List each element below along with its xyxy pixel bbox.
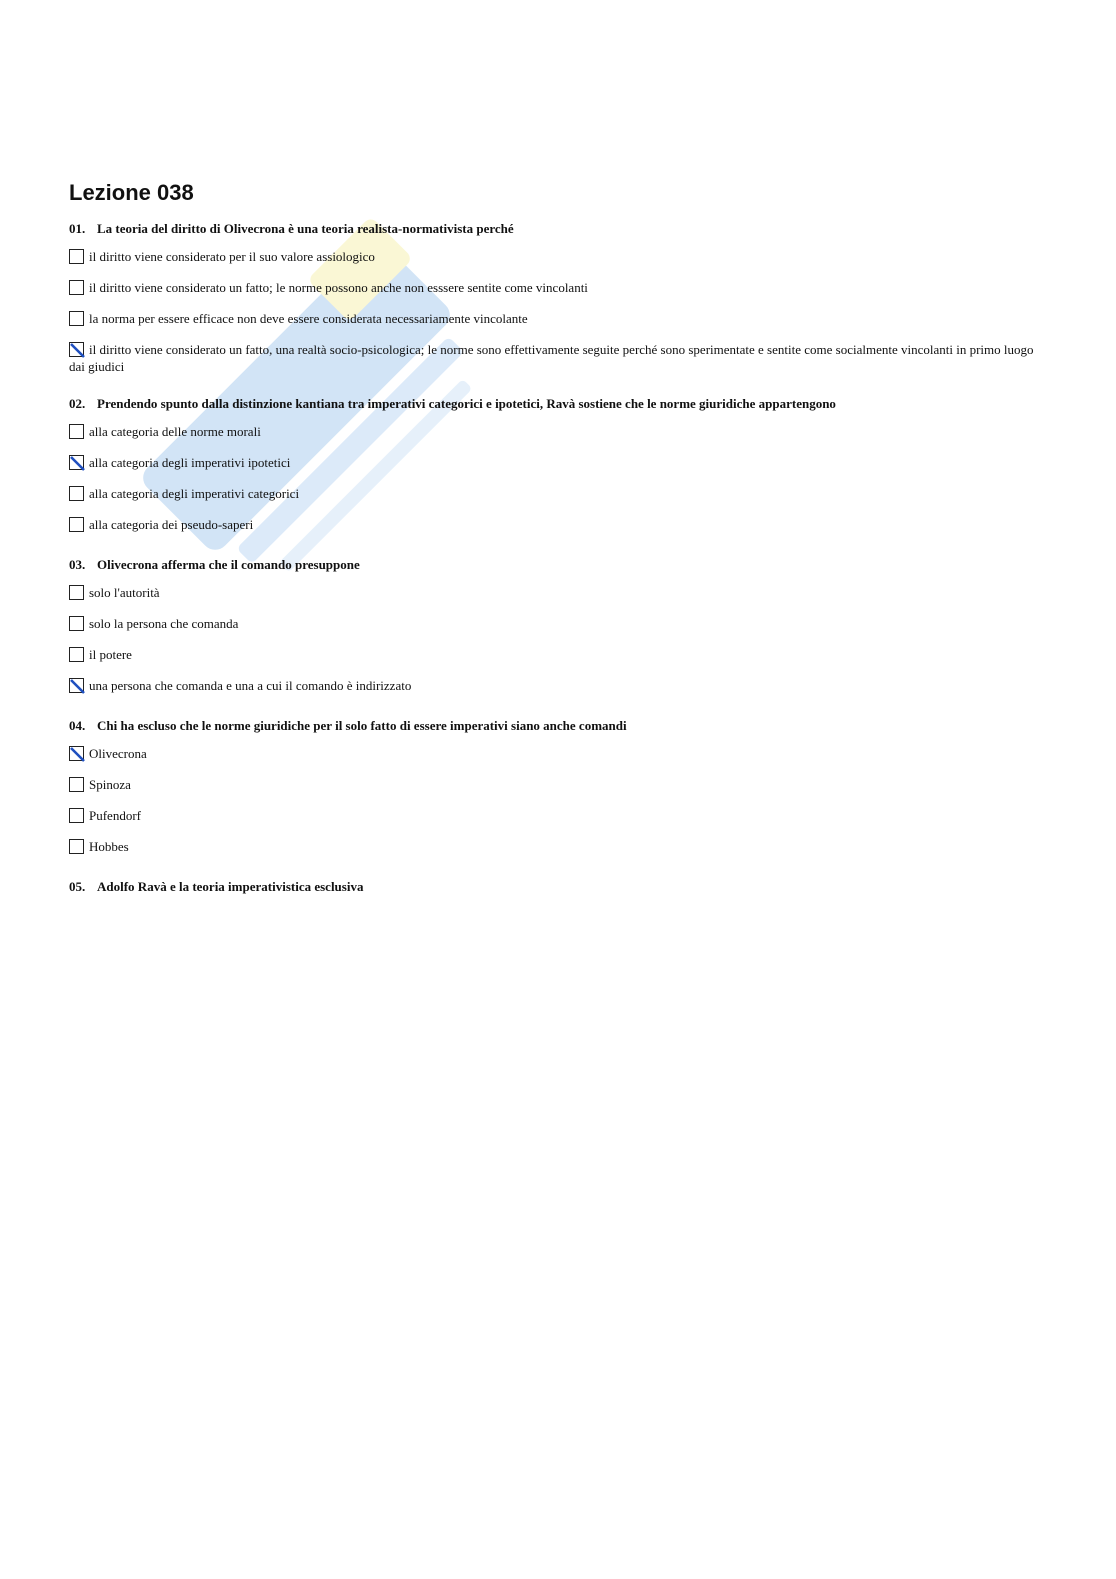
answer-text: Olivecrona <box>89 746 147 761</box>
answer-text: il potere <box>89 647 132 662</box>
answer-option <box>69 423 1049 443</box>
answer-option <box>69 807 1049 827</box>
answer-option <box>69 677 1049 697</box>
checkbox[interactable] <box>69 249 84 264</box>
question-number: 01. <box>69 221 86 236</box>
question-number: 02. <box>69 396 86 411</box>
check-mark-icon <box>69 678 86 695</box>
question-text: Adolfo Ravà e la teoria imperativistica esclusiva <box>97 879 364 894</box>
checkbox[interactable] <box>69 616 84 631</box>
answer-option <box>69 615 1049 635</box>
answer-option <box>69 310 1049 330</box>
answer-text: Hobbes <box>89 839 129 854</box>
checkbox[interactable] <box>69 777 84 792</box>
answer-text: la norma per essere efficace non deve essere considerata necessariamente vincolante <box>89 311 528 326</box>
answer-text: Spinoza <box>89 777 131 792</box>
check-mark-icon <box>69 342 86 359</box>
answer-option <box>69 838 1049 858</box>
answer-option <box>69 279 1049 299</box>
question-text: Olivecrona afferma che il comando presuppone <box>97 557 360 572</box>
answer-option <box>69 341 1049 375</box>
checkbox[interactable] <box>69 808 84 823</box>
answer-text: Pufendorf <box>89 808 141 823</box>
answer-option <box>69 745 1049 765</box>
answer-option <box>69 584 1049 604</box>
answer-text: alla categoria delle norme morali <box>89 424 261 439</box>
check-mark-icon <box>69 746 86 763</box>
checkbox-checked[interactable] <box>69 455 84 470</box>
checkbox-checked[interactable] <box>69 746 84 761</box>
answer-text: il diritto viene considerato per il suo valore assiologico <box>89 249 375 264</box>
question-heading <box>69 220 1049 237</box>
question-block <box>69 220 1049 375</box>
question-text: La teoria del diritto di Olivecrona è una teoria realista-normativista perché <box>97 221 514 236</box>
lesson-title: Lezione 038 <box>69 180 194 205</box>
answer-option <box>69 516 1049 536</box>
question-block <box>69 878 1049 895</box>
checkbox-checked[interactable] <box>69 342 84 357</box>
question-heading <box>69 717 1049 734</box>
checkbox[interactable] <box>69 517 84 532</box>
checkbox[interactable] <box>69 647 84 662</box>
question-heading <box>69 395 1049 412</box>
answer-option <box>69 454 1049 474</box>
answer-text: alla categoria degli imperativi categorici <box>89 486 300 501</box>
checkbox[interactable] <box>69 280 84 295</box>
answer-text: solo la persona che comanda <box>89 616 239 631</box>
check-mark-icon <box>69 455 86 472</box>
question-number: 03. <box>69 557 86 572</box>
answer-option <box>69 485 1049 505</box>
answer-text: il diritto viene considerato un fatto; le norme possono anche non esssere sentite come vincolanti <box>89 280 588 295</box>
checkbox-checked[interactable] <box>69 678 84 693</box>
answer-text: alla categoria dei pseudo-saperi <box>89 517 254 532</box>
question-text: Chi ha escluso che le norme giuridiche per il solo fatto di essere imperativi siano anche comandi <box>97 718 627 733</box>
document-content <box>69 178 1049 915</box>
checkbox[interactable] <box>69 424 84 439</box>
answer-option <box>69 776 1049 796</box>
question-number: 05. <box>69 879 86 894</box>
checkbox[interactable] <box>69 311 84 326</box>
answer-option <box>69 646 1049 666</box>
question-block <box>69 556 1049 697</box>
question-block <box>69 717 1049 858</box>
question-heading <box>69 878 1049 895</box>
answer-option <box>69 248 1049 268</box>
question-heading <box>69 556 1049 573</box>
checkbox[interactable] <box>69 585 84 600</box>
question-number: 04. <box>69 718 86 733</box>
checkbox[interactable] <box>69 839 84 854</box>
answer-text: alla categoria degli imperativi ipotetici <box>89 455 291 470</box>
answer-text: una persona che comanda e una a cui il comando è indirizzato <box>89 678 412 693</box>
answer-text: solo l'autorità <box>89 585 160 600</box>
answer-text: il diritto viene considerato un fatto, una realtà socio-psicologica; le norme sono effettivamente seguite perché sono sperimentate e sentite come socialmente vincolanti in primo luogo dai giudici <box>69 342 1034 374</box>
question-block <box>69 395 1049 536</box>
question-list <box>69 220 1049 895</box>
checkbox[interactable] <box>69 486 84 501</box>
question-text: Prendendo spunto dalla distinzione kantiana tra imperativi categorici e ipotetici, Ravà sostiene che le norme giuridiche appartengono <box>97 396 836 411</box>
